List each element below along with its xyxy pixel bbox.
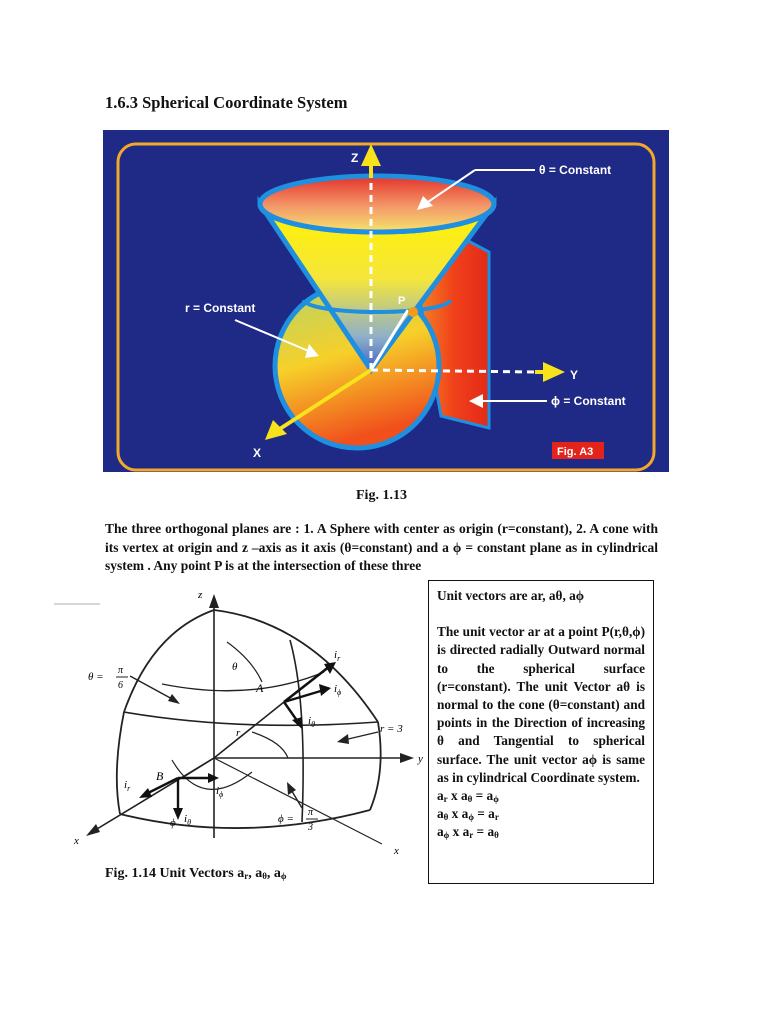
sphere-meridian-arc xyxy=(124,610,378,722)
sphere-left-edge xyxy=(117,712,124,814)
label-phi-eq: ϕ = xyxy=(278,813,294,825)
label-theta-den: 6 xyxy=(118,680,123,691)
label-y: y xyxy=(418,753,423,765)
ir-arrowhead-b xyxy=(139,788,152,798)
label-x2: x xyxy=(394,845,399,857)
phi-angle-arc xyxy=(172,760,252,789)
cross-product-1: $a_r$ x $a_\theta = a_\phi$ xyxy=(437,788,499,805)
box-body: The unit vector ar at a point P(r,θ,ϕ) is directed radially Outward normal to the spherical surface (r=constant). The unit Vector aθ is normal to the cone (θ=constant) and points in the Direction of increasing θ and Tangential to spherical surface. The unit vector aϕ is same as in cylindrical Coordinate system. xyxy=(437,624,645,785)
label-a: A xyxy=(256,681,264,695)
sphere-right-edge xyxy=(370,722,381,810)
cross-product-2: $a_\theta$ x $a_\phi = a_r$ xyxy=(437,806,499,823)
caption2-text: Fig. 1.14 Unit Vectors a xyxy=(105,866,245,881)
label-r3: r = 3 xyxy=(380,723,403,735)
label-theta-num: π xyxy=(118,665,124,676)
ir-vector-a xyxy=(284,666,330,702)
phi-constant-label: ϕ = Constant xyxy=(551,394,626,408)
z-arrowhead xyxy=(209,594,219,608)
label-phi-num: π xyxy=(308,807,314,818)
point-p xyxy=(408,307,418,317)
x-arrowhead xyxy=(86,824,100,836)
caption2-sub-r: r xyxy=(244,871,249,881)
theta-pointer-head xyxy=(168,694,180,704)
label-theta-eq: θ = xyxy=(88,671,104,683)
label-phi: ϕ xyxy=(170,817,176,829)
caption2-sep1: , a xyxy=(248,866,263,881)
unit-vectors-figure xyxy=(52,582,440,860)
cross-product-3: $a_\phi$ x $a_r = a_\theta$ xyxy=(437,824,499,841)
label-ir-b: $i_r$ xyxy=(124,779,131,793)
theta-pointer xyxy=(130,676,174,700)
label-z: z xyxy=(198,589,203,601)
r3-pointer-head xyxy=(337,734,349,744)
point-label-p: P xyxy=(398,295,406,307)
figure-caption-1: Fig. 1.13 xyxy=(356,488,407,503)
spherical-coordinates-figure xyxy=(103,130,669,472)
label-theta: θ xyxy=(232,661,238,673)
label-ir-a: $i_r$ xyxy=(334,649,341,663)
label-iphi-a: $i_\phi$ xyxy=(334,683,342,697)
caption2-sub-theta: θ xyxy=(262,871,267,881)
sphere-equator xyxy=(120,810,370,828)
label-phi-den: 3 xyxy=(308,822,313,833)
y-arrowhead xyxy=(400,753,414,763)
label-b: B xyxy=(156,769,164,783)
radius-to-a xyxy=(214,702,284,758)
phi-meridian xyxy=(290,640,303,822)
caption2-sub-phi: ϕ xyxy=(280,871,287,881)
label-itheta-b: $i_\theta$ xyxy=(184,813,191,827)
label-x: x xyxy=(74,835,79,847)
r-constant-label: r = Constant xyxy=(185,301,256,315)
cone-circle xyxy=(124,712,378,725)
box-title: Unit vectors are ar, aθ, aϕ xyxy=(437,588,585,603)
label-r: r xyxy=(236,727,241,739)
figure-caption-2 xyxy=(105,866,287,882)
axis-label-x: X xyxy=(253,446,262,460)
label-itheta-a: $i_\theta$ xyxy=(308,715,315,729)
phi-pointer-head xyxy=(287,782,296,795)
cone-top xyxy=(260,176,494,232)
r-angle-arc xyxy=(252,732,288,758)
axis-label-y: Y xyxy=(570,368,579,382)
fig-badge-text: Fig. A3 xyxy=(557,446,594,458)
body-paragraph: The three orthogonal planes are : 1. A Sphere with center as origin (r=constant), 2. A cone with its vertex at origin and z –axis as it axis (θ=constant) and a ϕ = constant plane as in cylindrical system . Any point P is at the intersection of these three xyxy=(105,521,658,573)
label-iphi-b: $i_\phi$ xyxy=(216,785,224,799)
section-heading: 1.6.3 Spherical Coordinate System xyxy=(105,93,348,112)
unit-vectors-box xyxy=(428,580,654,884)
iphi-arrowhead-a xyxy=(319,684,331,696)
axis-label-z: Z xyxy=(351,151,359,165)
caption2-sep2: , a xyxy=(266,866,281,881)
r3-pointer xyxy=(344,732,378,740)
itheta-arrowhead-a xyxy=(292,717,302,729)
theta-constant-label: θ = Constant xyxy=(539,163,612,177)
